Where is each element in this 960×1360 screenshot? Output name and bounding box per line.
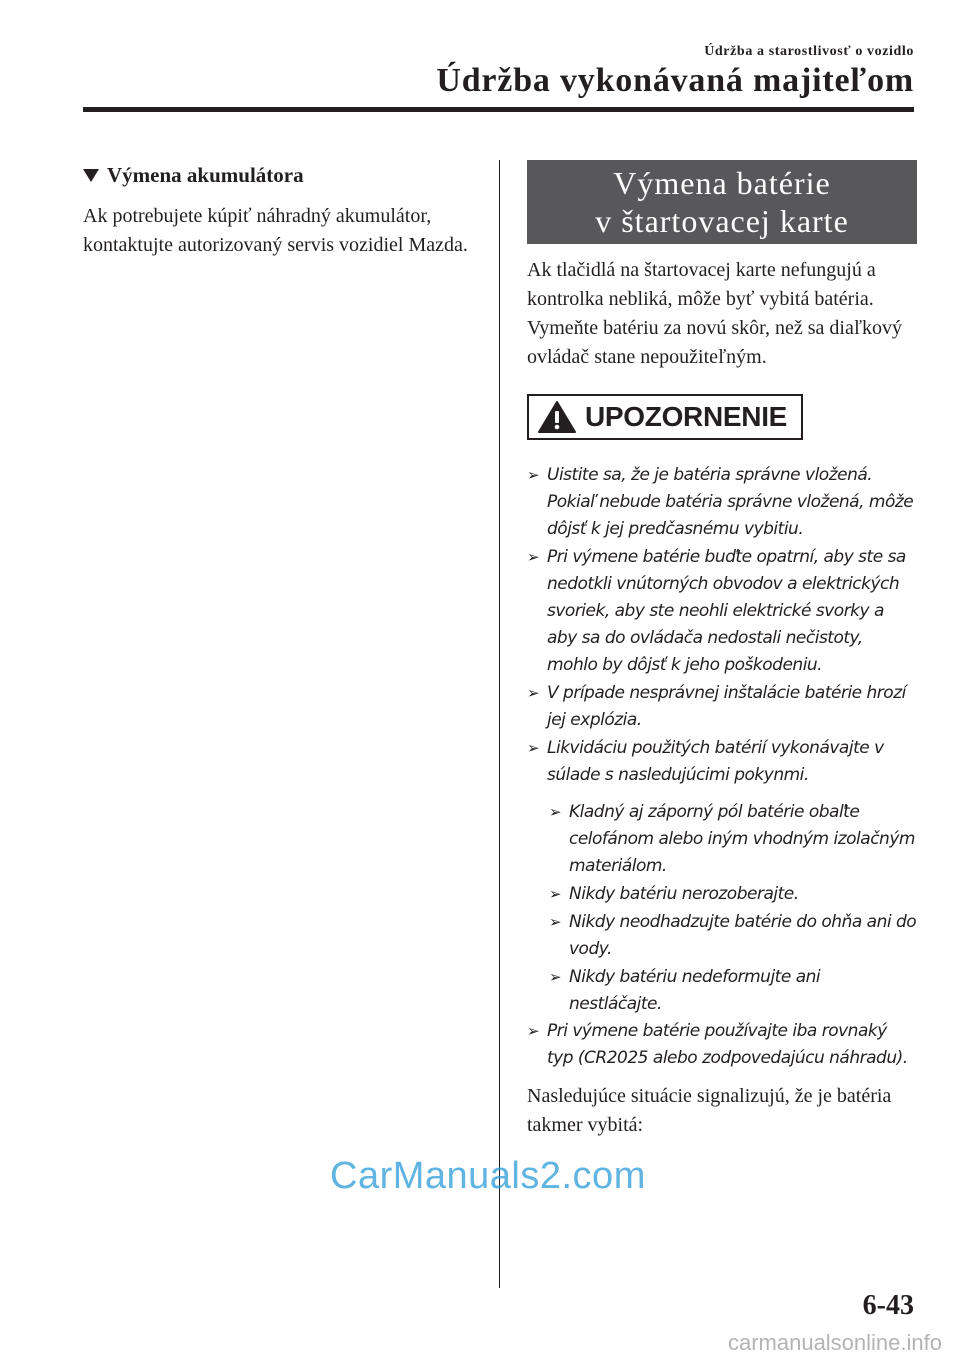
down-triangle-icon bbox=[83, 169, 99, 182]
section-banner bbox=[527, 160, 917, 244]
subheading-text: Výmena akumulátora bbox=[107, 162, 304, 187]
paragraph-outro: Nasledujúce situácie signalizujú, že je batéria takmer vybitá: bbox=[527, 1085, 892, 1136]
list-item: ➢ Pri výmene batérie používajte iba rovnaký typ (CR2025 alebo zodpovedajúcu náhradu). bbox=[527, 1018, 917, 1072]
left-column bbox=[83, 160, 478, 260]
section-title: Údržba vykonávaná majiteľom bbox=[436, 62, 914, 99]
page-header bbox=[436, 44, 914, 100]
column-divider bbox=[499, 160, 500, 1288]
list-item: ➢ Kladný aj záporný pól batérie obaľte celofánom alebo iným vhodným izolačným materiálom. bbox=[549, 799, 917, 880]
caution-label: UPOZORNENIE bbox=[585, 401, 788, 432]
paragraph-intro: Ak tlačidlá na štartovacej karte nefungujú a kontrolka nebliká, môže byť vybitá batéria. bbox=[527, 259, 876, 310]
caution-list-end bbox=[527, 1018, 917, 1072]
list-item: ➢ Likvidáciu použitých batérií vykonávajte v súlade s nasledujúcimi pokynmi. bbox=[527, 735, 917, 789]
list-item: ➢ Nikdy batériu nedeformujte ani nestláčajte. bbox=[549, 964, 917, 1018]
chapter-title: Údržba a starostlivosť o vozidlo bbox=[704, 44, 914, 59]
caution-box bbox=[527, 394, 803, 440]
subheading bbox=[83, 160, 478, 190]
list-item: ➢ Uistite sa, že je batéria správne vložená. Pokiaľ nebude batéria správne vložená, môže dôjsť k jej predčasnému vybitiu. bbox=[527, 462, 917, 543]
paragraph-replace: Vymeňte batériu za novú skôr, než sa diaľkový ovládač stane nepoužiteľným. bbox=[527, 317, 902, 368]
list-item: ➢ Nikdy batériu nerozoberajte. bbox=[549, 881, 917, 908]
caution-list bbox=[527, 462, 917, 789]
list-item: ➢ V prípade nesprávnej inštalácie batérie hrozí jej explózia. bbox=[527, 680, 917, 734]
page-number: 6-43 bbox=[862, 1290, 914, 1321]
list-item: ➢ Pri výmene batérie buďte opatrní, aby ste sa nedotkli vnútorných obvodov a elektrických svoriek, aby ste neohli elektrické svorky a aby sa do ovládača nedostali nečistoty, mohlo by dôjsť k jeho poškodeniu. bbox=[527, 544, 917, 679]
site-watermark: carmanualsonline.info bbox=[727, 1330, 942, 1355]
list-item: ➢ Nikdy neodhadzujte batérie do ohňa ani do vody. bbox=[549, 909, 917, 963]
banner-line-2: v štartovacej karte bbox=[595, 203, 849, 239]
right-column bbox=[527, 160, 917, 1140]
header-rule bbox=[83, 107, 914, 112]
paragraph: Ak potrebujete kúpiť náhradný akumulátor, kontaktujte autorizovaný servis vozidiel Mazda. bbox=[83, 205, 468, 256]
banner-line-1: Výmena batérie bbox=[613, 165, 831, 201]
watermark: CarManuals2.com bbox=[330, 1155, 646, 1197]
caution-sublist bbox=[549, 799, 917, 1018]
warning-triangle-icon bbox=[537, 400, 577, 434]
